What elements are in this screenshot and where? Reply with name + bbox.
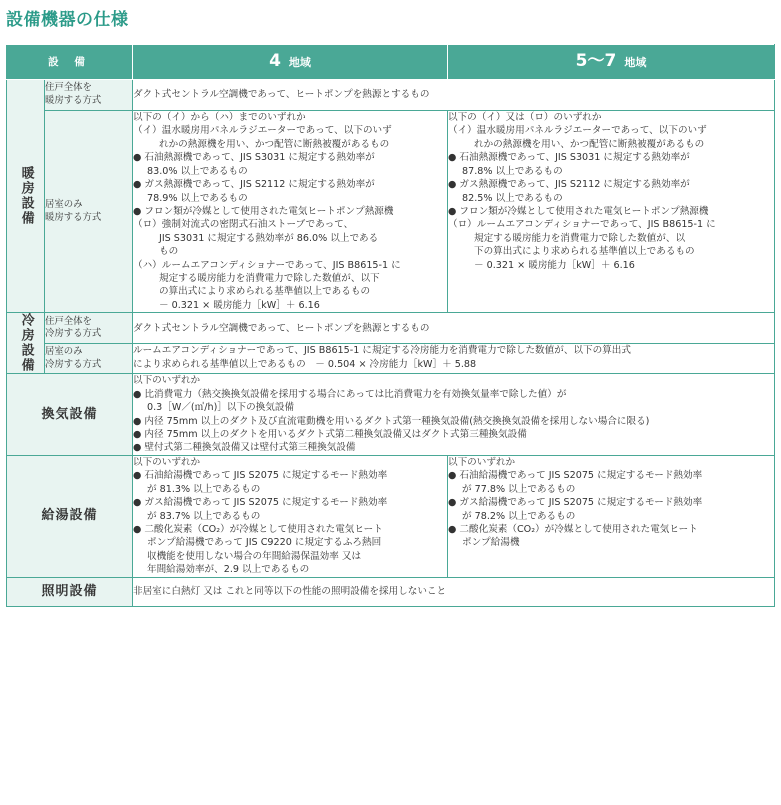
text-line: ● 壁付式第二種換気設備又は壁付式第三種換気設備 [133, 442, 356, 454]
hot-water-category: 給湯設備 [7, 455, 133, 577]
text-line: が 77.8% 以上であるもの [462, 483, 576, 495]
text-line: 83.0% 以上であるもの [147, 165, 248, 177]
text-line: 82.5% 以上であるもの [462, 192, 563, 204]
header-region-5-7: 5～7 地域 [448, 45, 775, 80]
text-line: 規定する暖房能力を消費電力で除した数値が、以下 [159, 273, 380, 285]
text-line: れかの熱源機を用い、かつ配管に断熱被覆があるもの [159, 138, 390, 150]
text-line: が 81.3% 以上であるもの [147, 483, 261, 495]
text-line: ● 石油給湯機であって JIS S2075 に規定するモード熱効率 [133, 470, 388, 482]
text-line: ● ガス給湯機であって JIS S2075 に規定するモード熱効率 [133, 497, 388, 509]
text-line: ポンプ給湯機 [462, 537, 520, 549]
spec-table [6, 44, 775, 607]
heating-whole-content: ダクト式セントラル空調機であって、ヒートポンプを熱源とするもの [133, 80, 775, 111]
text-line: － 0.321 × 暖房能力［kW］＋ 6.16 [474, 259, 635, 271]
heating-whole-row [7, 80, 775, 111]
text-line: ● 二酸化炭素（CO₂）が冷媒として使用された電気ヒート [448, 523, 698, 535]
text-line: 87.8% 以上であるもの [462, 165, 563, 177]
cooling-category: 冷房設備 [7, 313, 45, 374]
ventilation-row [7, 374, 775, 456]
text-line: が 83.7% 以上であるもの [147, 510, 261, 522]
text-line: ルームエアコンディショナーであって、JIS B8615-1 に規定する冷房能力を消費電力で除した数値が、以下の算出式 [133, 345, 631, 357]
text-line: ● ガス熱源機であって、JIS S2112 に規定する熱効率が [133, 179, 375, 191]
text-line: れかの熱源機を用い、かつ配管に断熱被覆があるもの [474, 138, 705, 150]
hot-water-region-5-7 [448, 455, 775, 577]
lighting-row [7, 577, 775, 606]
text-line: （ロ）強制対流式の密閉式石油ストーブであって、 [133, 219, 354, 231]
cooling-whole-row [7, 313, 775, 344]
text-line: ポンプ給湯機であって JIS C9220 に規定するふろ熱回 [147, 537, 382, 549]
heating-room-row [7, 111, 775, 313]
text-line: ● 内径 75mm 以上のダクトを用いるダクト式第二種換気設備又はダクト式第三種換気設備 [133, 429, 527, 441]
text-line: （イ）温水暖房用パネルラジエーターであって、以下のいず [448, 125, 707, 137]
heating-room-label [45, 111, 133, 313]
text-line: ● 二酸化炭素（CO₂）が冷媒として使用された電気ヒート [133, 523, 383, 535]
text-line: 以下のいずれか [133, 375, 201, 387]
text-line: ● 石油給湯機であって JIS S2075 に規定するモード熱効率 [448, 470, 703, 482]
cooling-room-label [45, 344, 133, 374]
text-line: － 0.321 × 暖房能力［kW］＋ 6.16 [159, 299, 320, 311]
text-line: ● フロン類が冷媒として使用された電気ヒートポンプ熱源機 [448, 205, 709, 217]
heating-room-region-4 [133, 111, 448, 313]
text-line: もの [159, 246, 179, 258]
text-line: ● フロン類が冷媒として使用された電気ヒートポンプ熱源機 [133, 205, 394, 217]
lighting-content: 非居室に白熱灯 又は これと同等以下の性能の照明設備を採用しないこと [133, 577, 775, 606]
text-line: により求められる基準値以上であるもの － 0.504 × 冷房能力［kW］＋ 5.88 [133, 358, 477, 370]
text-line: ● ガス給湯機であって JIS S2075 に規定するモード熱効率 [448, 497, 703, 509]
cooling-whole-content: ダクト式セントラル空調機であって、ヒートポンプを熱源とするもの [133, 313, 775, 344]
cooling-room-row [7, 344, 775, 374]
heating-category: 暖房設備 [7, 80, 45, 313]
text-line: 78.9% 以上であるもの [147, 192, 248, 204]
text-line: 下の算出式により求められる基準値以上であるもの [474, 246, 695, 258]
heating-whole-label-text: 住戸全体を 暖房する方式 [45, 82, 102, 106]
text-line: 規定する暖房能力を消費電力で除した数値が、以 [474, 232, 686, 244]
cooling-whole-label-text: 住戸全体を 冷房する方式 [45, 315, 102, 340]
lighting-category: 照明設備 [7, 577, 133, 606]
header-equipment: 設 備 [7, 45, 133, 80]
text-line: の算出式により求められる基準値以上であるもの [159, 286, 371, 298]
heating-room-region-5-7 [448, 111, 775, 313]
text-line: ● 石油熱源機であって、JIS S3031 に規定する熱効率が [448, 152, 690, 164]
cooling-room-label-text: 居室のみ 冷房する方式 [45, 346, 102, 370]
text-line: JIS S3031 に規定する熱効率が 86.0% 以上である [159, 232, 379, 244]
text-line: 0.3［W／(㎥/h)］以下の換気設備 [147, 402, 295, 414]
hot-water-region-4 [133, 455, 448, 577]
header-region-4: 4 地域 [133, 45, 448, 80]
text-line: ● ガス熱源機であって、JIS S2112 に規定する熱効率が [448, 179, 690, 191]
text-line: （ロ）ルームエアコンディショナーであって、JIS B8615-1 に [448, 219, 716, 231]
text-line: 以下のいずれか [133, 456, 201, 468]
text-line: （ハ）ルームエアコンディショナーであって、JIS B8615-1 に [133, 259, 401, 271]
heating-whole-label [45, 80, 133, 111]
text-line: （イ）温水暖房用パネルラジエーターであって、以下のいず [133, 125, 392, 137]
text-line: ● 石油熱源機であって、JIS S3031 に規定する熱効率が [133, 152, 375, 164]
heating-room-label-text: 居室のみ 暖房する方式 [45, 198, 102, 223]
hot-water-row [7, 455, 775, 577]
text-line: 以下の（イ）から（ハ）までのいずれか [133, 112, 306, 123]
table-header-row [7, 45, 775, 80]
text-line: 収機能を使用しない場合の年間給湯保温効率 又は [147, 550, 362, 562]
text-line: 以下の（イ）又は（ロ）のいずれか [448, 112, 602, 123]
text-line: 以下のいずれか [448, 456, 516, 468]
text-line: が 78.2% 以上であるもの [462, 510, 576, 522]
page-title: 設備機器の仕様 [6, 10, 129, 30]
text-line: 年間給湯効率が、2.9 以上であるもの [147, 564, 310, 576]
cooling-room-content [133, 344, 775, 374]
text-line: ● 比消費電力（熱交換換気設備を採用する場合にあっては比消費電力を有効換気量率で除した値）が [133, 388, 567, 400]
ventilation-category: 換気設備 [7, 374, 133, 456]
text-line: ● 内径 75mm 以上のダクト及び直流電動機を用いるダクト式第一種換気設備(熱交換換気設備を採用しない場合に限る) [133, 415, 650, 427]
ventilation-content [133, 374, 775, 456]
cooling-whole-label [45, 313, 133, 344]
